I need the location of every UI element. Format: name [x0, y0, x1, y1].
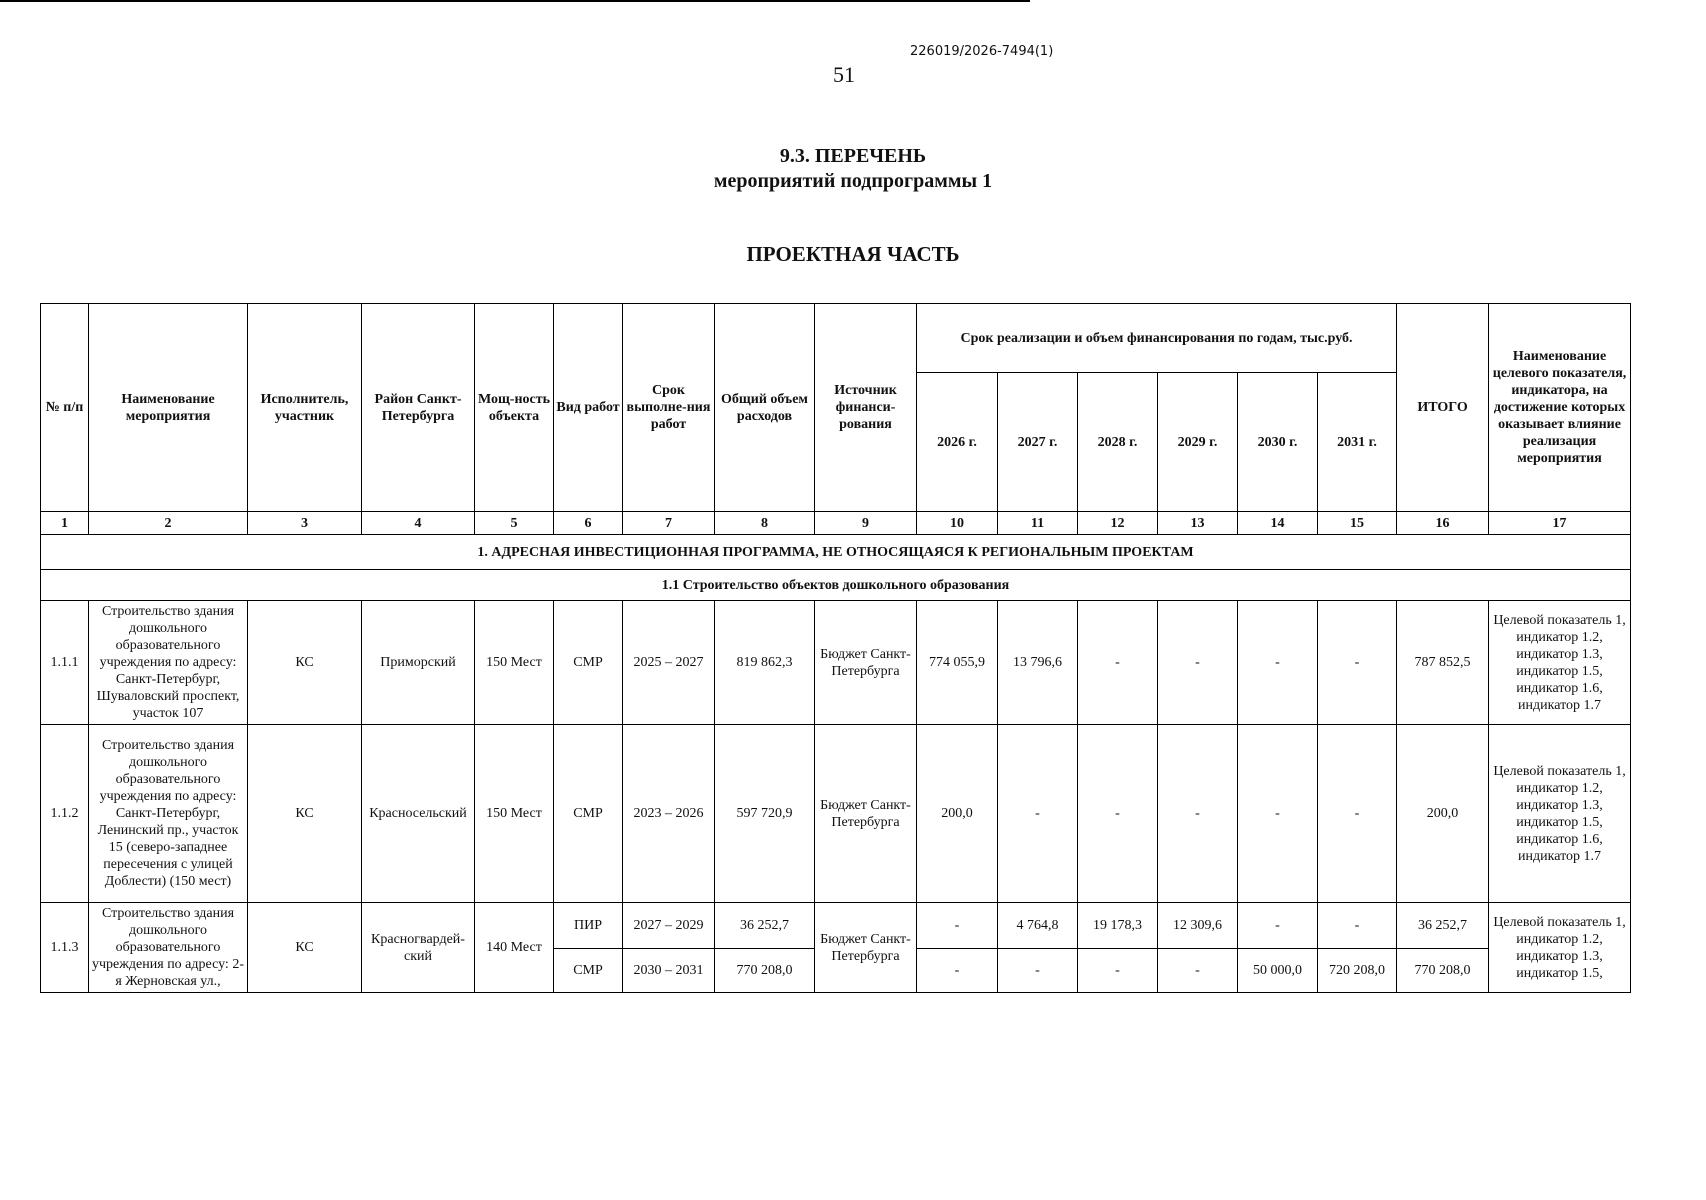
- row-total-cost: 36 252,7: [715, 903, 815, 949]
- column-number: 11: [998, 512, 1078, 535]
- table-row: [41, 725, 1631, 903]
- header-year: 2030 г.: [1238, 373, 1318, 512]
- row-year-value: -: [1158, 949, 1238, 993]
- column-number: 5: [475, 512, 554, 535]
- column-number: 8: [715, 512, 815, 535]
- row-year-value: 4 764,8: [998, 903, 1078, 949]
- column-number: 7: [623, 512, 715, 535]
- row-source: Бюджет Санкт-Петербурга: [815, 601, 917, 725]
- header-itogo: ИТОГО: [1397, 304, 1489, 512]
- row-year-value: -: [1238, 601, 1318, 725]
- row-year-value: -: [917, 949, 998, 993]
- header-district: Район Санкт-Петербурга: [362, 304, 475, 512]
- registration-number: 226019/2026-7494(1): [910, 44, 1054, 59]
- row-year-value: 50 000,0: [1238, 949, 1318, 993]
- header-year: 2027 г.: [998, 373, 1078, 512]
- row-work-type: ПИР: [554, 903, 623, 949]
- column-number: 12: [1078, 512, 1158, 535]
- header-name: Наименование мероприятия: [89, 304, 248, 512]
- column-number: 10: [917, 512, 998, 535]
- header-target: Наименование целевого показателя, индикатора, на достижение которых оказывает влияние реализация мероприятия: [1489, 304, 1631, 512]
- row-capacity: 150 Мест: [475, 725, 554, 903]
- row-work-type: СМР: [554, 601, 623, 725]
- row-work-type: СМР: [554, 725, 623, 903]
- row-district: Красносельский: [362, 725, 475, 903]
- row-name: Строительство здания дошкольного образовательного учреждения по адресу: 2-я Жерновская ул.,: [89, 903, 248, 993]
- header-years-group: Срок реализации и объем финансирования по годам, тыс.руб.: [917, 304, 1397, 373]
- row-num: 1.1.3: [41, 903, 89, 993]
- row-year-value: 13 796,6: [998, 601, 1078, 725]
- header-capacity: Мощ-ность объекта: [475, 304, 554, 512]
- header-year: 2031 г.: [1318, 373, 1397, 512]
- row-year-value: -: [1078, 725, 1158, 903]
- table-row: [41, 903, 1631, 949]
- row-total-cost: 770 208,0: [715, 949, 815, 993]
- row-executor: КС: [248, 725, 362, 903]
- document-subtitle: мероприятий подпрограммы 1: [713, 170, 993, 192]
- row-executor: КС: [248, 903, 362, 993]
- subsection-row: [41, 570, 1631, 601]
- row-target: Целевой показатель 1, индикатор 1.2, индикатор 1.3, индикатор 1.5, индикатор 1.6, индикатор 1.7: [1489, 725, 1631, 903]
- row-year-value: -: [1238, 903, 1318, 949]
- row-year-value: -: [1078, 601, 1158, 725]
- row-year-value: -: [998, 949, 1078, 993]
- header-num: № п/п: [41, 304, 89, 512]
- header-year: 2029 г.: [1158, 373, 1238, 512]
- row-period: 2023 – 2026: [623, 725, 715, 903]
- row-itogo: 770 208,0: [1397, 949, 1489, 993]
- row-source: Бюджет Санкт-Петербурга: [815, 903, 917, 993]
- header-year: 2028 г.: [1078, 373, 1158, 512]
- table-row: [41, 601, 1631, 725]
- top-border-line: [0, 0, 1030, 2]
- column-number: 16: [1397, 512, 1489, 535]
- header-source: Источник финанси-рования: [815, 304, 917, 512]
- column-number: 14: [1238, 512, 1318, 535]
- row-year-value: -: [1318, 903, 1397, 949]
- row-year-value: -: [1238, 725, 1318, 903]
- column-number: 3: [248, 512, 362, 535]
- subsection-title: 1.1 Строительство объектов дошкольного образования: [41, 570, 1631, 601]
- row-itogo: 36 252,7: [1397, 903, 1489, 949]
- row-executor: КС: [248, 601, 362, 725]
- row-year-value: -: [917, 903, 998, 949]
- row-district: Красногвардей-ский: [362, 903, 475, 993]
- row-year-value: 720 208,0: [1318, 949, 1397, 993]
- row-work-type: СМР: [554, 949, 623, 993]
- row-itogo: 200,0: [1397, 725, 1489, 903]
- row-itogo: 787 852,5: [1397, 601, 1489, 725]
- column-number: 1: [41, 512, 89, 535]
- column-number: 4: [362, 512, 475, 535]
- row-year-value: 12 309,6: [1158, 903, 1238, 949]
- column-number: 9: [815, 512, 917, 535]
- column-number: 13: [1158, 512, 1238, 535]
- row-district: Приморский: [362, 601, 475, 725]
- column-number: 2: [89, 512, 248, 535]
- header-total-cost: Общий объем расходов: [715, 304, 815, 512]
- column-number: 15: [1318, 512, 1397, 535]
- row-capacity: 150 Мест: [475, 601, 554, 725]
- header-period: Срок выполне-ния работ: [623, 304, 715, 512]
- column-number: 6: [554, 512, 623, 535]
- row-year-value: 200,0: [917, 725, 998, 903]
- header-row: [41, 304, 1631, 373]
- column-number-row: [41, 512, 1631, 535]
- row-num: 1.1.2: [41, 725, 89, 903]
- header-executor: Исполнитель, участник: [248, 304, 362, 512]
- measures-table: [40, 303, 1631, 993]
- section-row: [41, 535, 1631, 570]
- row-target: Целевой показатель 1, индикатор 1.2, индикатор 1.3, индикатор 1.5, индикатор 1.6, индикатор 1.7: [1489, 601, 1631, 725]
- row-name: Строительство здания дошкольного образовательного учреждения по адресу: Санкт-Петербург, Ленинский пр., участок 15 (северо-западнее пересечения с улицей Доблести) (150 мест): [89, 725, 248, 903]
- part-title: ПРОЕКТНАЯ ЧАСТЬ: [746, 242, 960, 266]
- row-year-value: -: [1318, 725, 1397, 903]
- row-source: Бюджет Санкт-Петербурга: [815, 725, 917, 903]
- section-title: 1. АДРЕСНАЯ ИНВЕСТИЦИОННАЯ ПРОГРАММА, НЕ ОТНОСЯЩАЯСЯ К РЕГИОНАЛЬНЫМ ПРОЕКТАМ: [41, 535, 1631, 570]
- column-number: 17: [1489, 512, 1631, 535]
- row-year-value: 774 055,9: [917, 601, 998, 725]
- row-period: 2030 – 2031: [623, 949, 715, 993]
- row-target: Целевой показатель 1, индикатор 1.2, индикатор 1.3, индикатор 1.5,: [1489, 903, 1631, 993]
- row-year-value: -: [1318, 601, 1397, 725]
- row-year-value: -: [998, 725, 1078, 903]
- row-name: Строительство здания дошкольного образовательного учреждения по адресу: Санкт-Петербург, Шуваловский проспект, участок 107: [89, 601, 248, 725]
- row-total-cost: 597 720,9: [715, 725, 815, 903]
- row-year-value: -: [1158, 725, 1238, 903]
- header-work-type: Вид работ: [554, 304, 623, 512]
- row-period: 2027 – 2029: [623, 903, 715, 949]
- header-year: 2026 г.: [917, 373, 998, 512]
- row-total-cost: 819 862,3: [715, 601, 815, 725]
- document-title: 9.3. ПЕРЕЧЕНЬ: [779, 145, 927, 167]
- row-capacity: 140 Мест: [475, 903, 554, 993]
- page-number: 51: [833, 62, 855, 87]
- row-year-value: 19 178,3: [1078, 903, 1158, 949]
- row-year-value: -: [1078, 949, 1158, 993]
- row-period: 2025 – 2027: [623, 601, 715, 725]
- row-num: 1.1.1: [41, 601, 89, 725]
- row-year-value: -: [1158, 601, 1238, 725]
